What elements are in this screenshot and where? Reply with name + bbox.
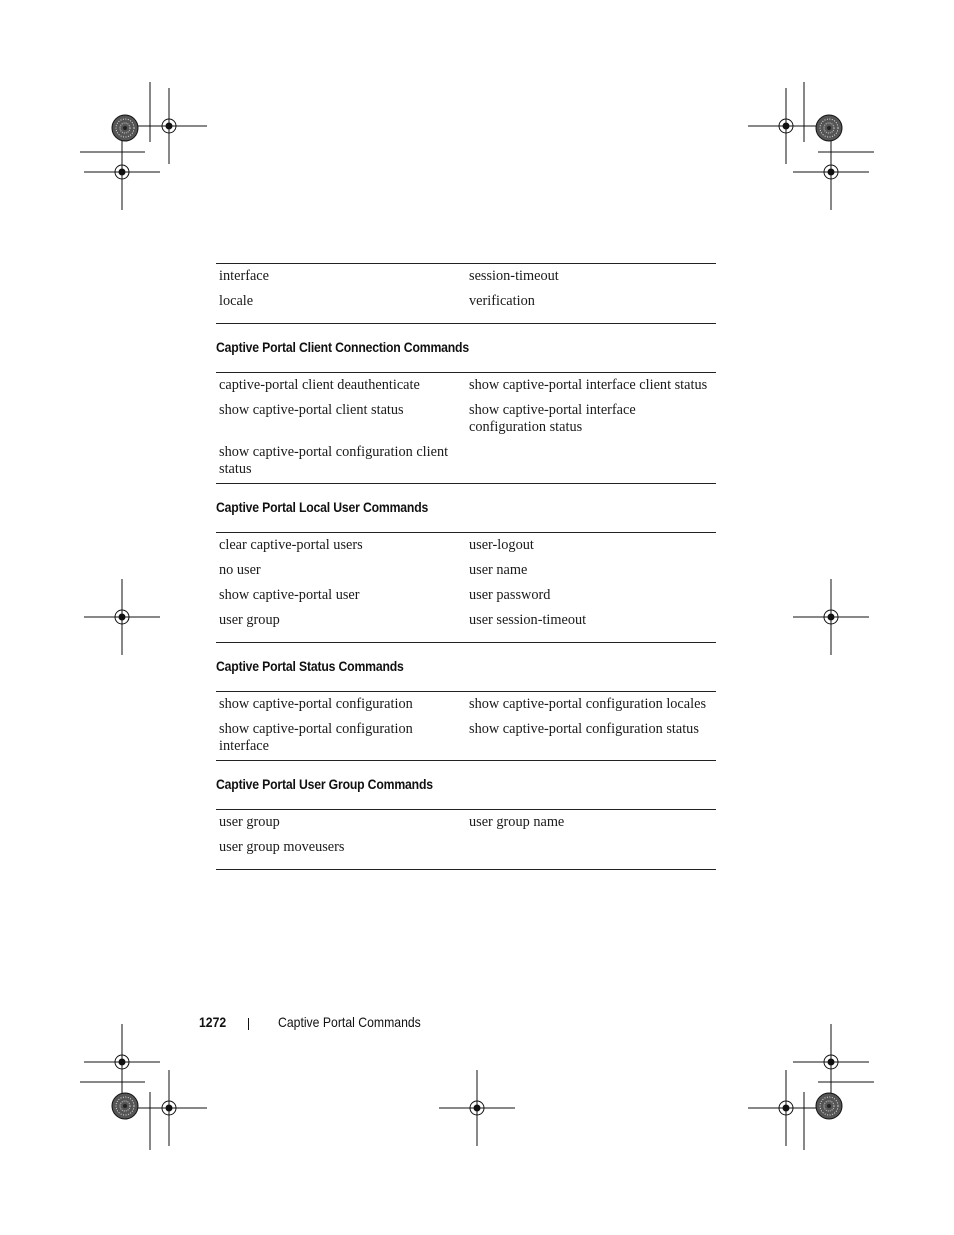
command-cell: session-timeout xyxy=(469,268,559,284)
command-cell: show captive-portal interface configuration status xyxy=(469,402,636,435)
table-row xyxy=(216,721,716,755)
command-cell: user group moveusers xyxy=(219,839,345,855)
table-row xyxy=(216,377,716,402)
registration-mark xyxy=(793,134,869,210)
footer-section-title: Captive Portal Commands xyxy=(278,1015,421,1030)
command-cell: show captive-portal configuration interface xyxy=(219,721,413,754)
table-row xyxy=(216,562,716,587)
color-rosette xyxy=(816,115,842,141)
color-rosette xyxy=(112,1093,138,1119)
page-number: 1272 xyxy=(199,1015,227,1030)
command-table xyxy=(216,691,716,761)
table-row xyxy=(216,814,716,839)
table-row xyxy=(216,537,716,562)
section-heading: Captive Portal Client Connection Commands xyxy=(216,340,469,355)
command-table xyxy=(216,372,716,484)
section-heading: Captive Portal Status Commands xyxy=(216,659,404,674)
command-cell: show captive-portal interface client status xyxy=(469,377,708,393)
table-row xyxy=(216,444,716,478)
registration-mark xyxy=(84,1024,160,1100)
registration-mark xyxy=(84,579,160,655)
command-cell xyxy=(466,839,716,864)
registration-mark xyxy=(748,88,824,164)
command-cell: captive-portal client deauthenticate xyxy=(219,377,420,393)
command-cell: show captive-portal configuration client status xyxy=(219,444,449,477)
command-cell: no user xyxy=(219,562,261,578)
section-heading: Captive Portal User Group Commands xyxy=(216,777,433,792)
command-cell: show captive-portal configuration locales xyxy=(469,696,707,712)
table-row xyxy=(216,402,716,444)
registration-mark xyxy=(131,1070,207,1146)
registration-mark xyxy=(131,88,207,164)
footer-divider xyxy=(248,1018,249,1030)
registration-mark xyxy=(793,579,869,655)
command-cell: clear captive-portal users xyxy=(219,537,363,553)
table-row xyxy=(216,696,716,721)
command-cell: user name xyxy=(469,562,528,578)
registration-mark xyxy=(748,1070,824,1146)
command-cell: show captive-portal configuration xyxy=(219,696,413,712)
registration-mark xyxy=(84,134,160,210)
command-tables xyxy=(216,263,716,870)
command-table xyxy=(216,263,716,324)
registration-mark xyxy=(793,1024,869,1100)
table-row xyxy=(216,839,716,864)
table-row xyxy=(216,268,716,293)
command-table xyxy=(216,532,716,643)
command-cell: user group xyxy=(219,814,280,830)
command-cell: user password xyxy=(469,587,551,603)
registration-mark xyxy=(439,1070,515,1146)
command-cell: user session-timeout xyxy=(469,612,587,628)
command-cell: interface xyxy=(219,268,269,284)
command-cell: locale xyxy=(219,293,254,309)
command-cell: show captive-portal user xyxy=(219,587,360,603)
command-cell: show captive-portal client status xyxy=(219,402,404,418)
table-row xyxy=(216,612,716,637)
color-rosette xyxy=(112,115,138,141)
command-cell xyxy=(466,444,716,478)
command-cell: verification xyxy=(469,293,535,309)
section-heading: Captive Portal Local User Commands xyxy=(216,500,429,515)
command-cell: user group name xyxy=(469,814,565,830)
command-cell: show captive-portal configuration status xyxy=(469,721,699,737)
command-cell: user group xyxy=(219,612,280,628)
command-table xyxy=(216,809,716,870)
color-rosette xyxy=(816,1093,842,1119)
table-row xyxy=(216,587,716,612)
table-row xyxy=(216,293,716,318)
command-cell: user-logout xyxy=(469,537,534,553)
